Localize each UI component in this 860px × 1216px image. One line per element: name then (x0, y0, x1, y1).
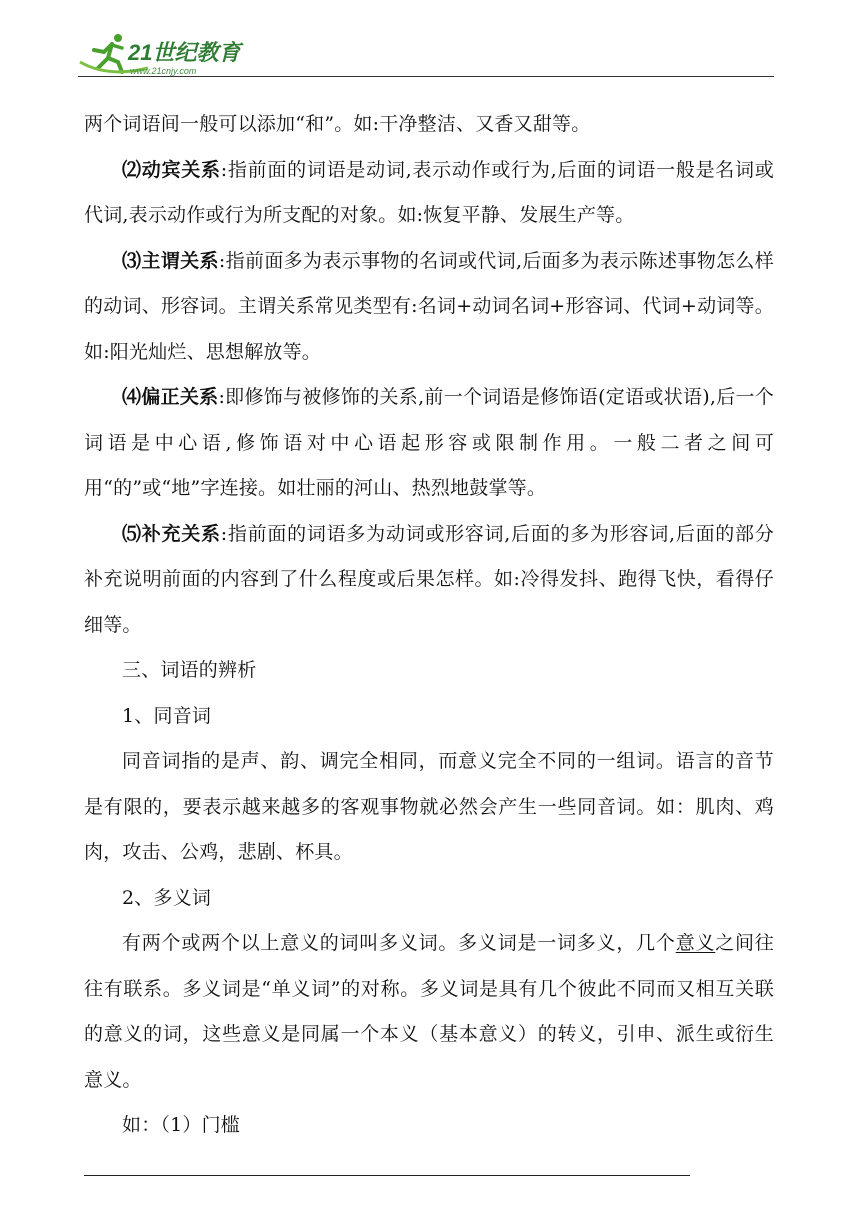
footer-divider (84, 1175, 690, 1176)
paragraph-text: 之间往往有联系。多义词是“单义词”的对称。多义词是具有几个彼此不同而又相互关联的意义的词，这些意义是同属一个本义（基本意义）的转义，引申、派生或衍生意义。 (84, 932, 774, 1091)
subsection-heading-homophones: 1、同音词 (122, 704, 212, 727)
paragraph-polysemy (84, 921, 774, 1103)
subsection-heading-polysemy: 2、多义词 (122, 886, 212, 909)
page-header (78, 28, 774, 80)
header-divider (78, 76, 774, 77)
paragraph-complement (84, 512, 774, 649)
paragraph-verb-object (84, 148, 774, 239)
document-body (84, 102, 774, 1149)
paragraph-modifier-head (84, 375, 774, 512)
paragraph: 两个词语间一般可以添加“和”。如:干净整洁、又香又甜等。 (84, 113, 591, 135)
term-label: ⑸补充关系 (122, 522, 221, 545)
paragraph-text: :指前面的词语多为动词或形容词,后面的多为形容词,后面的部分补充说明前面的内容到了什么程度或后果怎样。如:冷得发抖、跑得飞快，看得仔细等。 (84, 522, 774, 636)
logo-21cnjy (78, 28, 258, 78)
paragraph-homophones: 同音词指的是声、韵、调完全相同，而意义完全不同的一组词。语言的音节是有限的，要表示越来越多的客观事物就必然会产生一些同音词。如：肌肉、鸡肉，攻击、公鸡，悲剧、杯具。 (84, 750, 774, 863)
paragraph-text: :即修饰与被修饰的关系,前一个词语是修饰语(定语或状语),后一个词语是中心语,修饰语对中心语起形容或限制作用。一般二者之间可用“的”或“地”字连接。如壮丽的河山、热烈地鼓掌等。 (84, 386, 774, 499)
paragraph-subject-predicate (84, 239, 774, 376)
logo-url-text: www.21cnjy.com (130, 66, 197, 76)
logo-text: 21世纪教育 (128, 40, 241, 65)
underlined-term: 意义 (675, 932, 716, 954)
paragraph-text: :指前面的词语是动词,表示动作或行为,后面的词语一般是名词或代词,表示动作或行为所支配的对象。如:恢复平静、发展生产等。 (84, 158, 774, 226)
term-label: ⑵动宾关系 (122, 158, 221, 181)
example-line: 如：（1）门槛 (122, 1114, 240, 1136)
paragraph-text: 有两个或两个以上意义的词叫多义词。多义词是一词多义，几个 (122, 932, 676, 954)
term-label: ⑷偏正关系 (122, 386, 219, 408)
section-heading: 三、词语的辨析 (122, 659, 257, 681)
term-label: ⑶主谓关系 (122, 249, 219, 272)
paragraph-text: :指前面多为表示事物的名词或代词,后面多为表示陈述事物怎么样的动词、形容词。主谓关系常见类型有:名词+动词名词+形容词、代词+动词等。如:阳光灿烂、思想解放等。 (84, 249, 774, 363)
